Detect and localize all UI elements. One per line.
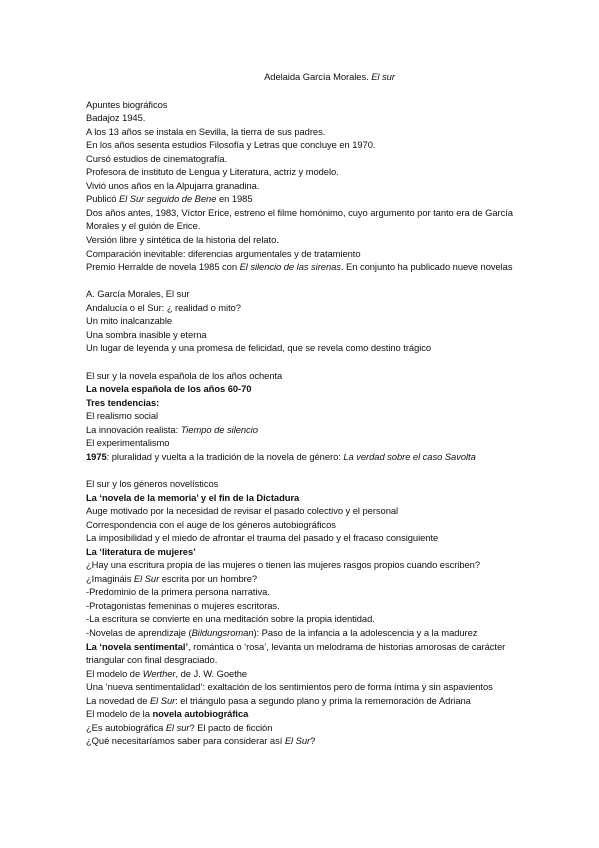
text-line: ¿Hay una escritura propia de las mujeres o tienen las mujeres rasgos propios cuando escriben? xyxy=(86,559,480,571)
text-line: Profesora de instituto de Lengua y Literatura, actriz y modelo. xyxy=(86,166,339,178)
text-line: La imposibilidad y el miedo de afrontar el trauma del pasado y el fracaso consiguiente xyxy=(86,532,439,544)
text-line: Auge motivado por la necesidad de revisar el pasado colectivo y el personal xyxy=(86,505,399,517)
section-generos xyxy=(86,477,529,748)
text-paragraph: Dos años antes, 1983, Víctor Erice, estreno el filme homónimo, cuyo argumento por tanto era de García Morales y el guión de Erice. xyxy=(86,206,513,232)
text-line: El realismo social xyxy=(86,410,159,422)
text-paragraph: Premio Herralde de novela 1985 con El silencio de las sirenas. En conjunto ha publicado nueve novelas xyxy=(86,261,513,273)
text-paragraph: La ‘novela sentimental’, romántica o ‘rosa’, levanta un melodrama de historias amorosas de carácter triangular con final desgraciado. xyxy=(86,640,506,666)
text-paragraph: Una ‘nueva sentimentalidad’: exaltación de los sentimientos pero de forma íntima y sin aspavientos xyxy=(86,681,493,693)
text-line: La innovación realista: Tiempo de silencio xyxy=(86,423,258,435)
section-heading: A. García Morales, El sur xyxy=(86,288,190,300)
text-line: Versión libre y sintética de la historia del relato. xyxy=(86,234,279,246)
text-line: -Predominio de la primera persona narrativa. xyxy=(86,586,270,598)
text-line: -La escritura se convierte en una meditación sobre la propia identidad. xyxy=(86,613,375,625)
text-line: Badajoz 1945. xyxy=(86,112,146,124)
text-line: A los 13 años se instala en Sevilla, la tierra de sus padres. xyxy=(86,125,326,137)
text-line: -Novelas de aprendizaje (Bildungsroman): Paso de la infancia a la adolescencia y a la madurez xyxy=(86,627,478,639)
section-heading: El sur y la novela española de los años ochenta xyxy=(86,369,283,381)
title-author: Adelaida García Morales. xyxy=(264,71,369,82)
section-novela-ochenta xyxy=(86,369,529,464)
text-line: La novela española de los años 60-70 xyxy=(86,383,252,395)
text-line: En los años sesenta estudios Filosofía y Letras que concluye en 1970. xyxy=(86,139,376,151)
text-line: Una sombra inasible y eterna xyxy=(86,328,207,340)
section-heading: El sur y los géneros novelísticos xyxy=(86,478,219,489)
text-line: Comparación inevitable: diferencias argumentales y de tratamiento xyxy=(86,247,361,259)
text-line: ¿Es autobiográfica El sur? El pacto de ficción xyxy=(86,721,273,733)
text-line: ¿Qué necesitaríamos saber para considerar así El Sur? xyxy=(86,735,316,747)
text-line: -Protagonistas femeninas o mujeres escritoras. xyxy=(86,599,280,611)
section-heading: Apuntes biográficos xyxy=(86,98,168,110)
text-line: La ‘literatura de mujeres’ xyxy=(86,545,196,557)
text-line: Un mito inalcanzable xyxy=(86,315,173,327)
text-line: La novedad de El Sur: el triángulo pasa a segundo plano y prima la rememoración de Adriana xyxy=(86,694,471,706)
text-line: El modelo de Werther, de J. W. Goethe xyxy=(86,667,248,679)
text-line: Andalucía o el Sur: ¿ realidad o mito? xyxy=(86,301,241,313)
section-biography xyxy=(86,98,529,274)
text-line: Correspondencia con el auge de los géneros autobiográficos xyxy=(86,518,336,530)
text-line: El experimentalismo xyxy=(86,437,170,449)
text-line: Vivió unos años en la Alpujarra granadina. xyxy=(86,179,260,191)
text-line: 1975: pluralidad y vuelta a la tradición de la novela de género: La verdad sobre el caso Savolta xyxy=(86,450,476,462)
text-line: Cursó estudios de cinematografía. xyxy=(86,152,228,164)
section-el-sur xyxy=(86,287,529,355)
text-line: Tres tendencias: xyxy=(86,396,160,408)
text-line: El modelo de la novela autobiográfica xyxy=(86,708,249,720)
title-work: El sur xyxy=(371,71,395,82)
text-line: Publicó El Sur seguido de Bene en 1985 xyxy=(86,193,253,205)
document-title xyxy=(86,70,529,84)
text-line: Un lugar de leyenda y una promesa de felicidad, que se revela como destino trágico xyxy=(86,342,432,354)
text-line: La ‘novela de la memoria’ y el fin de la Dictadura xyxy=(86,491,300,503)
text-line: ¿Imagináis El Sur escrita por un hombre? xyxy=(86,572,258,584)
